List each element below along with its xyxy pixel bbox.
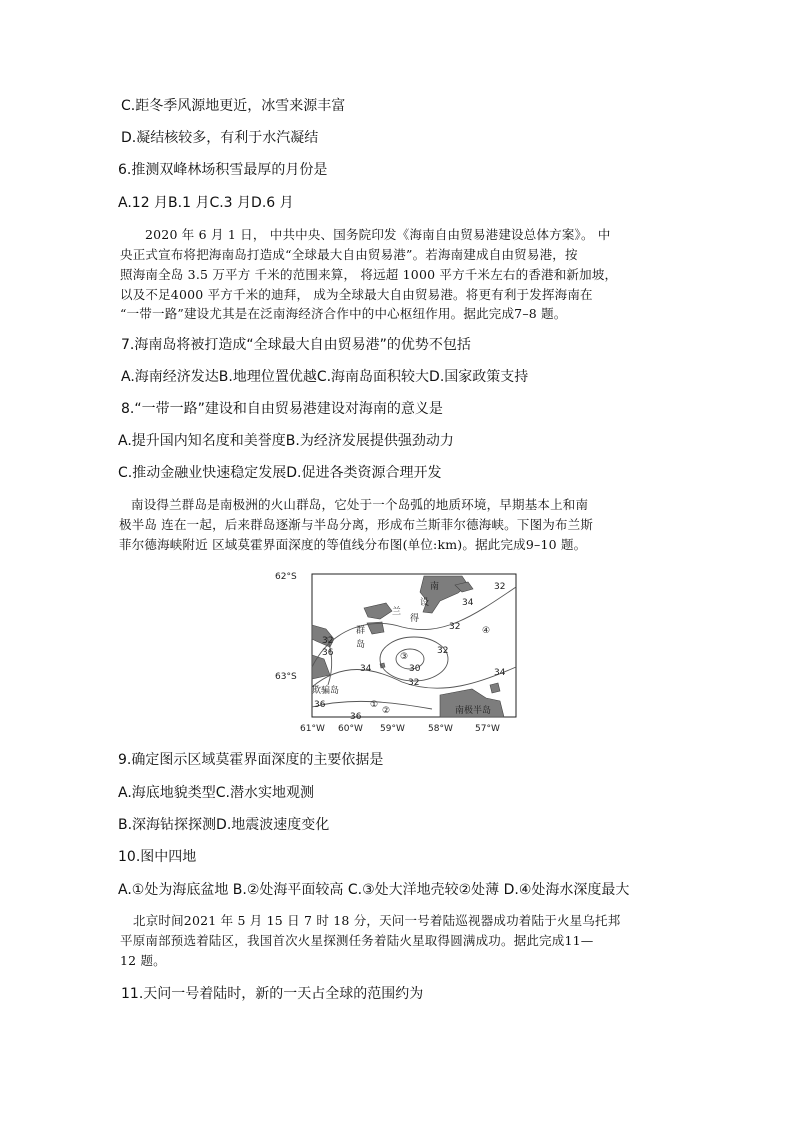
passage-mars-1: 北京时间2021 年 5 月 15 日 7 时 18 分，天问一号着陆巡视器成功着陆于火星乌托邦 — [133, 913, 621, 928]
question-8: 8.“一带一路”建设和自由贸易港建设对海南的意义是 — [121, 401, 443, 417]
contour-label-34-w: 34 — [360, 664, 372, 674]
options-8-ab: A.提升国内知名度和美誉度B.为经济发展提供强劲动力 — [118, 433, 454, 449]
point-3: ③ — [400, 652, 409, 662]
question-6: 6.推测双峰林场积雪最厚的月份是 — [118, 162, 328, 178]
option-6d: D.凝结核较多，有利于水汽凝结 — [121, 130, 319, 146]
option-6c: C.距冬季风源地更近，冰雪来源丰富 — [121, 98, 346, 114]
contour-label-36-sw: 36 — [314, 700, 326, 710]
contour-label-36-s: 36 — [350, 712, 362, 722]
question-9: 9.确定图示区域莫霍界面深度的主要依据是 — [118, 752, 384, 768]
lon-label-60: 60°W — [338, 724, 363, 734]
passage-mars-3: 12 题。 — [120, 953, 166, 968]
lat-label-63: 63°S — [275, 672, 297, 682]
passage-mars-2: 平原南部预选着陆区，我国首次火星探测任务着陆火星取得圆满成功。据此完成11— — [120, 933, 594, 948]
passage-hainan-3: 照海南全岛 3.5 万平方 千米的范围来算， 将远超 1000 平方千米左右的香港和新加坡， — [120, 267, 618, 282]
place-label-de: 得 — [410, 614, 420, 624]
options-7: A.海南经济发达B.地理位置优越C.海南岛面积较大D.国家政策支持 — [121, 369, 529, 385]
contour-label-32-s: 32 — [408, 678, 420, 688]
moho-depth-map — [272, 567, 528, 745]
place-label-lan: 兰 — [392, 607, 402, 617]
contour-label-34-ne: 34 — [462, 598, 474, 608]
options-9-ac: A.海底地貌类型C.潜水实地观测 — [118, 785, 315, 801]
lon-label-57: 57°W — [475, 724, 500, 734]
contour-label-32-e: 32 — [437, 646, 449, 656]
point-4: ④ — [482, 626, 491, 636]
contour-label-32-n: 32 — [449, 622, 461, 632]
options-8-cd: C.推动金融业快速稳定发展D.促进各类资源合理开发 — [118, 465, 442, 481]
lat-label-62: 62°S — [275, 572, 297, 582]
contour-label-34-se: 34 — [494, 668, 506, 678]
point-1: ① — [370, 700, 379, 710]
place-label-nan: 南 — [430, 582, 440, 592]
point-2: ② — [382, 706, 391, 716]
lon-label-59: 59°W — [380, 724, 405, 734]
contour-label-32-w: 32 — [322, 636, 334, 646]
place-label-deception: 欺骗岛 — [312, 686, 340, 696]
options-6: A.12 月B.1 月C.3 月D.6 月 — [118, 195, 294, 211]
place-label-dao: 岛 — [356, 640, 366, 650]
place-label-she: 设 — [420, 598, 430, 608]
land-islet-east — [490, 683, 500, 693]
passage-hainan-5: “一带一路”建设尤其是在泛南海经济合作中的中心枢纽作用。据此完成7–8 题。 — [120, 306, 567, 321]
lon-label-58: 58°W — [428, 724, 453, 734]
passage-hainan-4: 以及不足4000 平方千米的迪拜， 成为全球最大自由贸易港。将更有利于发挥海南在 — [120, 287, 593, 302]
passage-shetland-2: 极半岛 连在一起，后来群岛逐渐与半岛分离，形成布兰斯菲尔德海峡。下图为布兰斯 — [119, 517, 594, 532]
passage-hainan-2: 央正式宣布将把海南岛打造成“全球最大自由贸易港”。若海南建成自由贸易港，按 — [120, 247, 578, 262]
passage-shetland-3: 菲尔德海峡附近 区域莫霍界面深度的等值线分布图(单位:km)。据此完成9–10 题。 — [119, 537, 587, 552]
question-10: 10.图中四地 — [118, 849, 197, 865]
passage-hainan-1: 2020 年 6 月 1 日， 中共中央、国务院印发《海南自由贸易港建设总体方案》。 中 — [145, 227, 611, 242]
contour-label-30: 30 — [409, 664, 421, 674]
question-7: 7.海南岛将被打造成“全球最大自由贸易港”的优势不包括 — [121, 337, 471, 353]
lon-label-61: 61°W — [300, 724, 325, 734]
place-label-qun: 群 — [356, 626, 366, 636]
passage-shetland-1: 南设得兰群岛是南极洲的火山群岛，它处于一个岛弧的地质环境，早期基本上和南 — [131, 497, 589, 512]
contour-label-36-w: 36 — [322, 648, 334, 658]
options-9-bd: B.深海钻探探测D.地震波速度变化 — [118, 817, 330, 833]
options-10: A.①处为海底盆地 B.②处海平面较高 C.③处大洋地壳较②处薄 D.④处海水深度最大 — [118, 882, 630, 898]
question-11: 11.天问一号着陆时，新的一天占全球的范围约为 — [121, 986, 424, 1002]
contour-label-32-ne: 32 — [494, 582, 506, 592]
place-label-antarctic-peninsula: 南极半岛 — [455, 706, 492, 716]
